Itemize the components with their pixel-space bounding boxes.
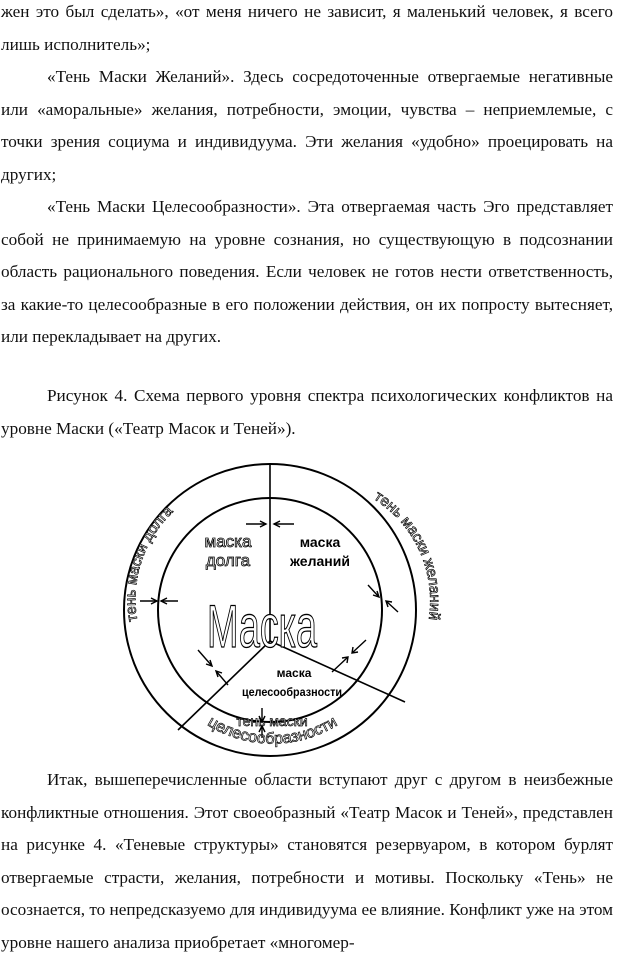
arrow	[332, 657, 348, 672]
center-label: Маска	[207, 593, 318, 660]
text-block-bottom	[1, 764, 613, 959]
shadow-purpose-label-1: тень маски	[236, 713, 308, 729]
purpose-mask-label-1: маска	[276, 666, 312, 680]
arrow	[352, 640, 366, 653]
desire-mask-label-2: желаний	[290, 553, 350, 569]
arrow	[216, 671, 228, 685]
shadow-purpose-text: целесообразности	[204, 713, 341, 748]
figure-caption: Рисунок 4. Схема первого уровня спектра психологических конфликтов на уровне Маски («Театр Масок и Теней»).	[1, 386, 613, 438]
purpose-mask-label-2: целесообразности	[242, 685, 342, 699]
duty-mask-label-2: долга	[205, 551, 251, 570]
duty-mask-label-1: маска	[204, 532, 252, 551]
paragraph: «Тень Маски Желаний». Здесь сосредоточенные отвергаемые негативные или «аморальные» желания, потребности, эмоции, чувства – неприемлемые, с точки зрения социума и индивидуума. Эти желания «удобно» проецировать на других;	[1, 67, 613, 184]
paragraph: «Тень Маски Целесообразности». Эта отвергаемая часть Эго представляет собой не принимаемую на уровне сознания, но существующую в подсознании область рационального поведения. Если человек не готов нести ответственность, за какие-то целесообразные в его положении действия, он их попросту вытесняет, или перекладывает на других.	[1, 197, 613, 346]
desire-mask-label-1: маска	[299, 534, 341, 550]
paragraph: Итак, вышеперечисленные области вступают друг с другом в неизбежные конфликтные отношения. Этот своеобразный «Театр Масок и Теней», представлен на рисунке 4. «Теневые структуры» становятся резервуаром, в котором бурлят отвергаемые страсти, желания, потребности и мотивы. Поскольку «Тень» не осознается, то непредсказуемо для индивидуума ее влияние. Конфликт уже на этом уровне нашего анализа приобретает «многомер-	[1, 770, 613, 952]
paragraph: жен это был сделать», «от меня ничего не зависит, я маленький человек, я всего лишь исполнитель»;	[1, 2, 613, 54]
shadow-desire-text: тень маски желаний	[371, 487, 444, 622]
shadow-duty-text: тень маски долга	[122, 502, 177, 623]
